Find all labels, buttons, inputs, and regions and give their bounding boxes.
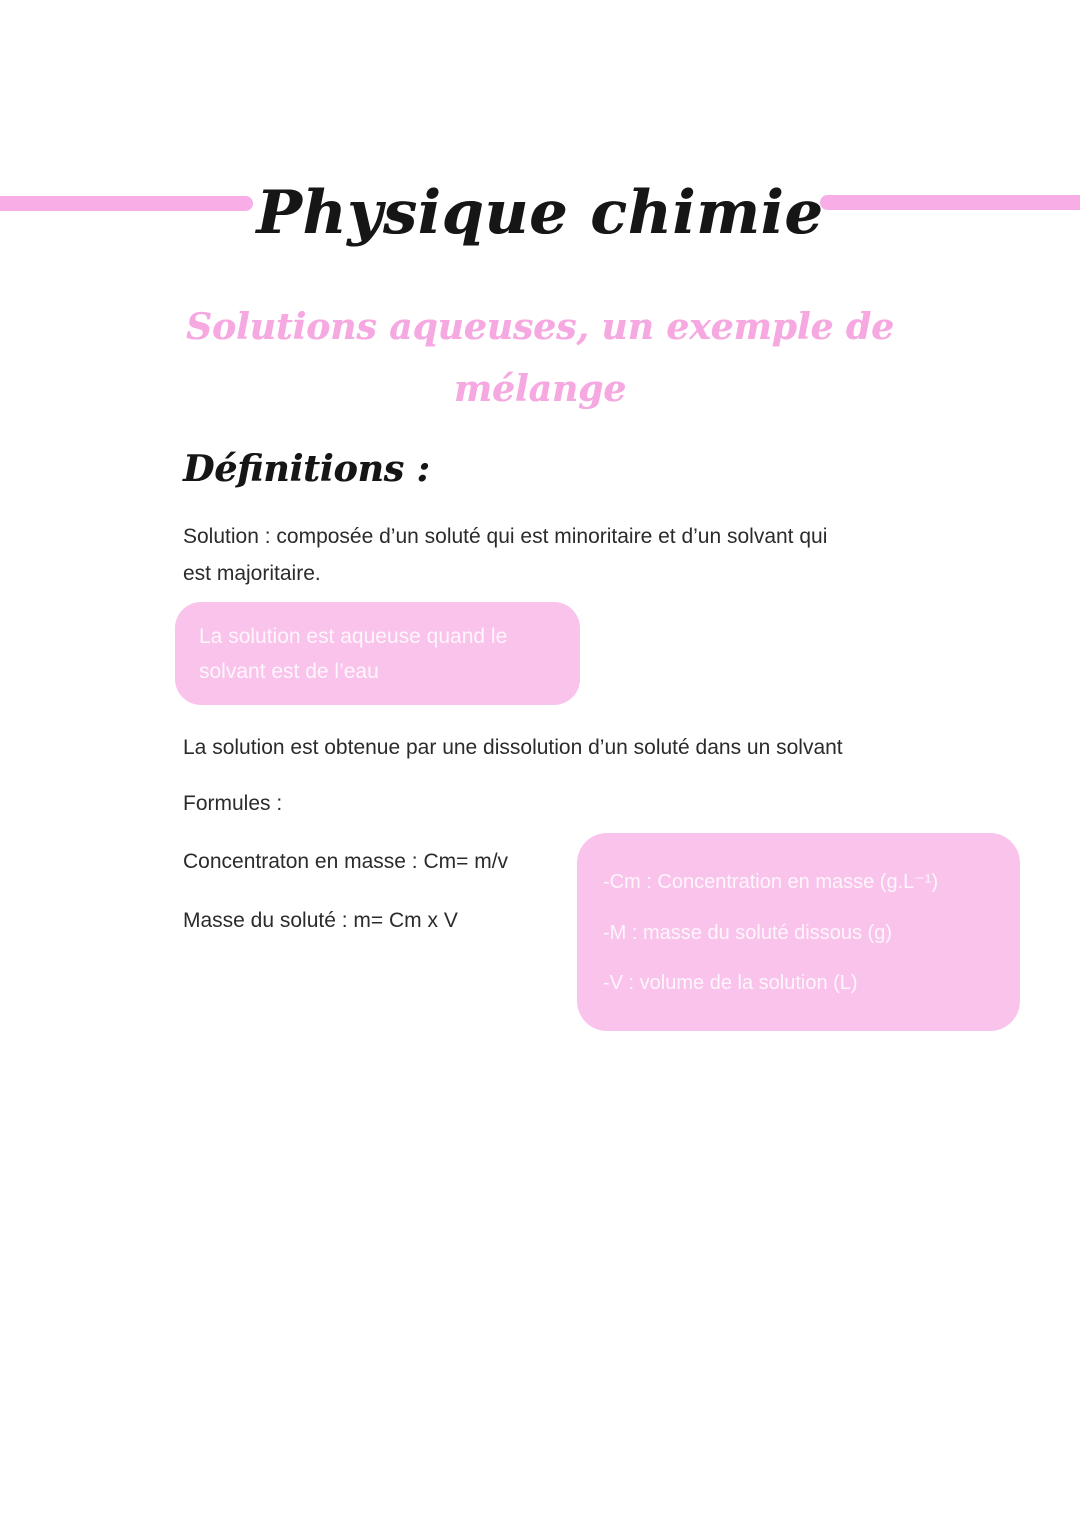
formula-legend-box xyxy=(577,833,1020,1031)
definition-solution-line1: Solution : composée d’un soluté qui est minoritaire et d’un solvant qui xyxy=(183,525,828,548)
legend-line-v: -V : volume de la solution (L) xyxy=(603,972,858,995)
legend-line-cm: -Cm : Concentration en masse (g.L⁻¹) xyxy=(603,870,939,893)
page-subtitle xyxy=(0,296,1080,420)
definitions-heading: Définitions : xyxy=(183,448,430,490)
formulas-heading: Formules : xyxy=(183,792,283,815)
legend-line-m: -M : masse du soluté dissous (g) xyxy=(603,921,892,944)
definition-solution-line2: est majoritaire. xyxy=(183,562,321,585)
aqueous-note-box xyxy=(175,602,580,705)
page-subtitle-line2: mélange xyxy=(453,368,627,410)
definition-solution xyxy=(183,518,827,592)
page-subtitle-line1: Solutions aqueuses, un exemple de xyxy=(185,306,894,348)
aqueous-note-line2: solvant est de l’eau xyxy=(199,660,379,683)
formula-mass-concentration: Concentraton en masse : Cm= m/v xyxy=(183,850,509,873)
dissolution-text: La solution est obtenue par une dissolution d’un soluté dans un solvant xyxy=(183,736,843,759)
formula-solute-mass: Masse du soluté : m= Cm x V xyxy=(183,909,458,932)
aqueous-note-line1: La solution est aqueuse quand le xyxy=(199,625,508,648)
page-title: Physique chimie xyxy=(256,178,824,248)
